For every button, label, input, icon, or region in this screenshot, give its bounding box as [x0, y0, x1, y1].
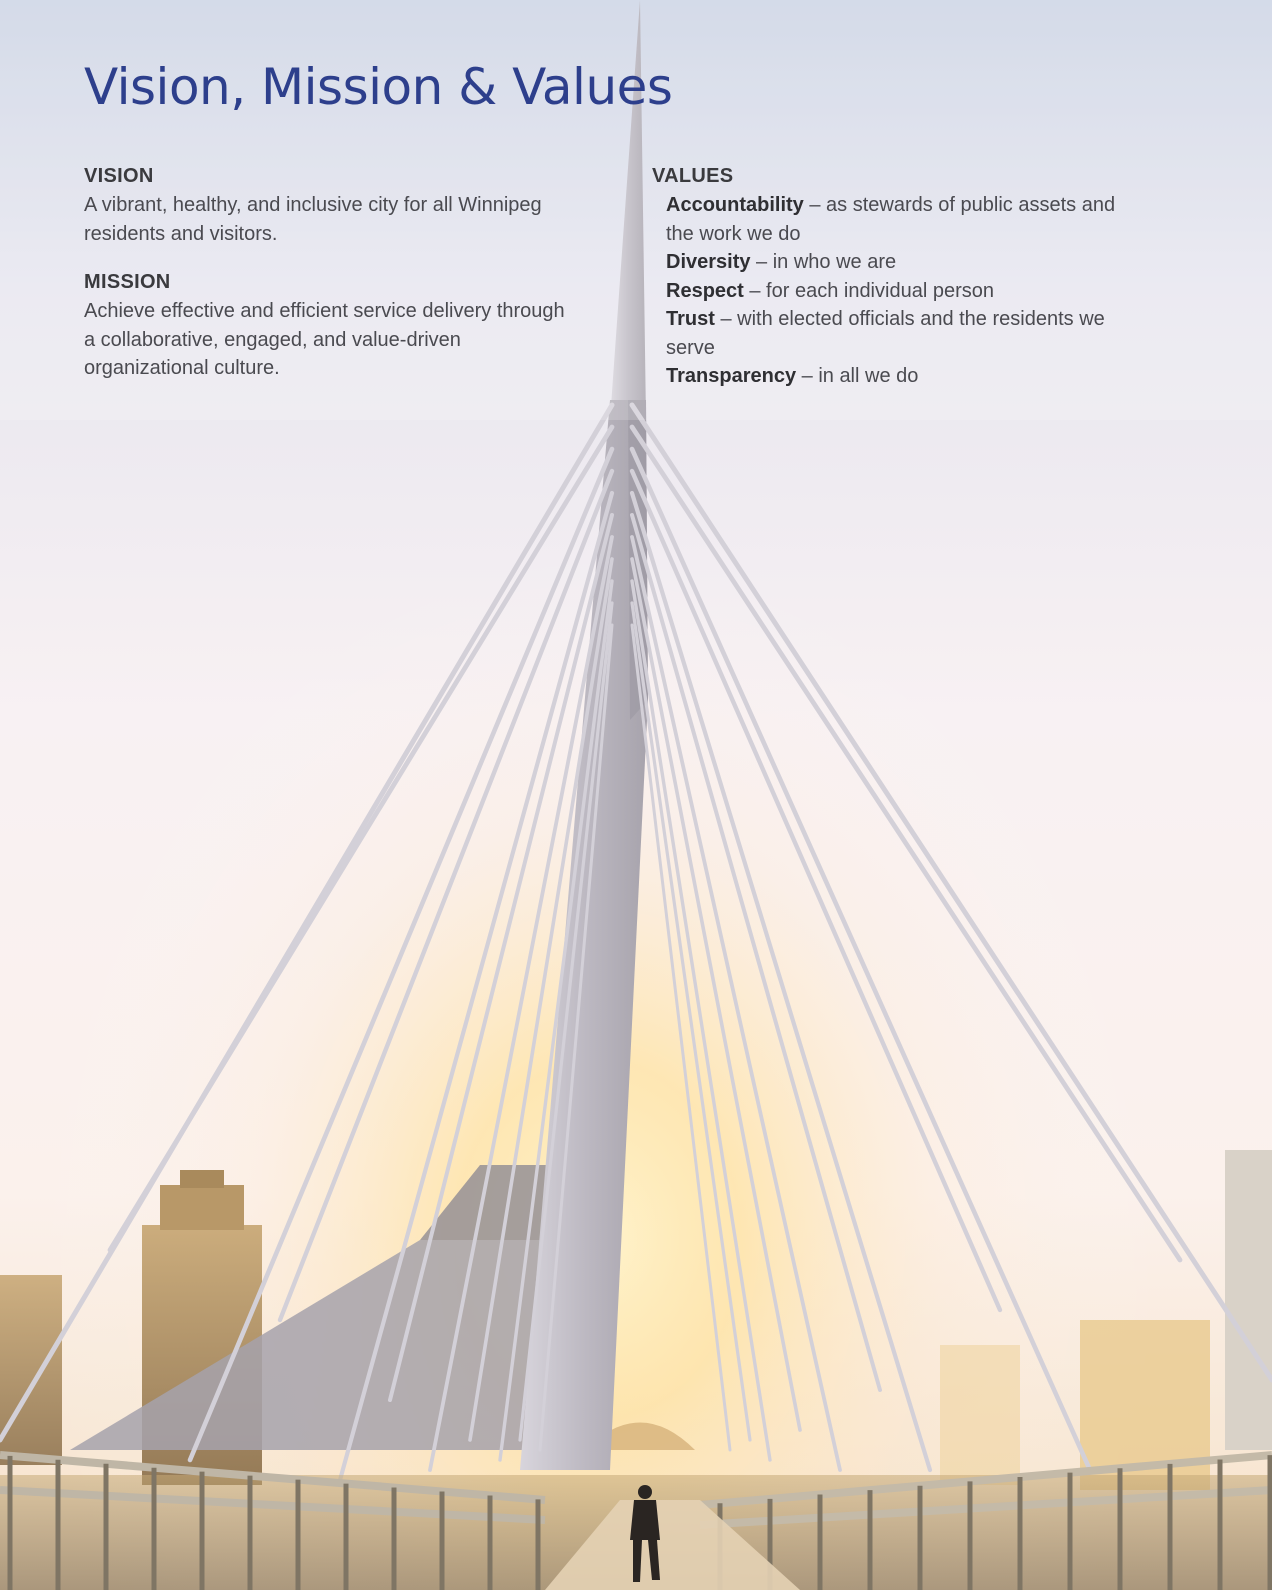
value-term: Diversity — [666, 251, 751, 273]
value-item-transparency — [666, 362, 1140, 391]
value-term: Accountability — [666, 194, 804, 216]
value-description: – in all we do — [796, 365, 919, 387]
values-list — [666, 191, 1140, 391]
value-item-trust — [666, 305, 1140, 362]
value-item-diversity — [666, 248, 1140, 277]
vision-text: A vibrant, healthy, and inclusive city for all Winnipeg residents and visitors. — [84, 194, 542, 245]
value-item-accountability — [666, 191, 1140, 248]
vision-heading: VISION — [84, 165, 154, 187]
mission-text: Achieve effective and efficient service delivery through a collaborative, engaged, and value-driven organizational culture. — [84, 300, 565, 379]
page-title: Vision, Mission & Values — [84, 58, 673, 116]
value-description: – as stewards of public assets and the work we do — [666, 194, 1116, 245]
value-description: – for each individual person — [743, 279, 994, 302]
value-description: – in who we are — [750, 251, 897, 273]
value-item-respect — [666, 277, 1140, 306]
value-description: – with elected officials and the residents we serve — [666, 308, 1105, 359]
values-heading: VALUES — [652, 165, 734, 187]
value-term: Respect — [666, 279, 744, 302]
value-term: Transparency — [666, 365, 797, 387]
mission-heading: MISSION — [84, 271, 171, 293]
value-term: Trust — [666, 308, 715, 330]
